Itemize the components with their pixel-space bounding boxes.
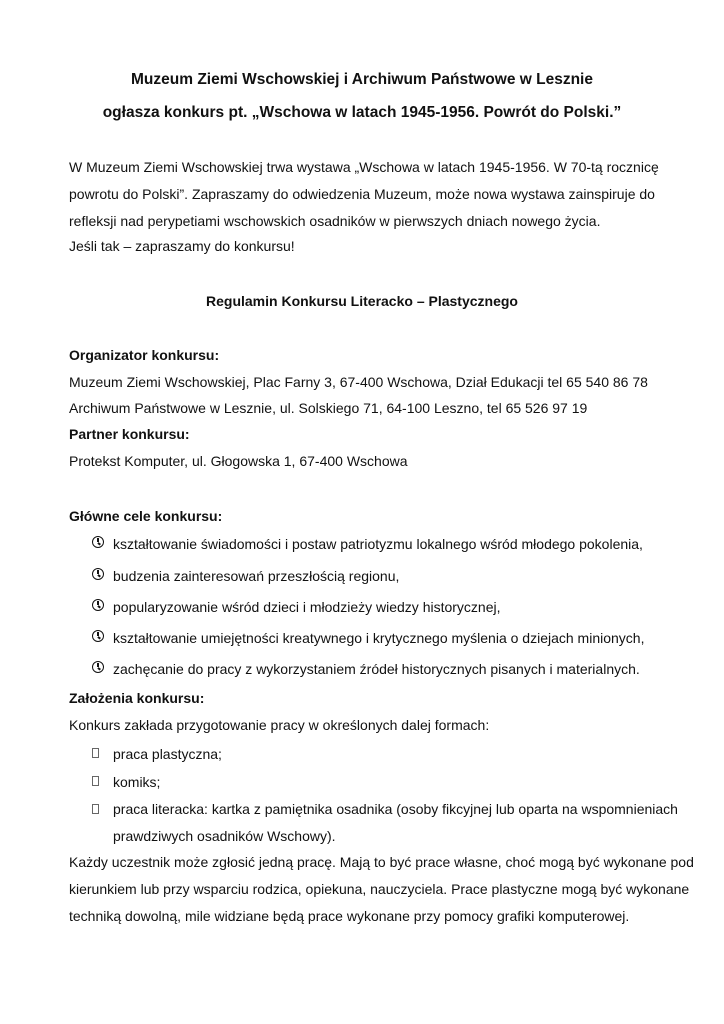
form-item: praca literacka: kartka z pamiętnika osadnika (osoby fikcyjnej lub oparta na wspomnieniach	[113, 801, 678, 817]
goal-item: zachęcanie do pracy z wykorzystaniem źródeł historycznych pisanych i materialnych.	[113, 661, 640, 677]
goal-item: kształtowanie świadomości i postaw patriotyzmu lokalnego wśród młodego pokolenia,	[113, 536, 643, 552]
form-item: praca plastyczna;	[113, 746, 222, 762]
intro-paragraph-line: powrotu do Polski”. Zapraszamy do odwiedzenia Muzeum, może nowa wystawa zainspiruje do	[69, 186, 655, 202]
organizer-line: Muzeum Ziemi Wschowskiej, Plac Farny 3, 67-400 Wschowa, Dział Edukacji tel 65 540 86 78	[69, 374, 648, 390]
form-item: komiks;	[113, 774, 161, 790]
document-title-line-2: ogłasza konkurs pt. „Wschowa w latach 1945-1956. Powrót do Polski.”	[102, 104, 622, 121]
organizer-heading: Organizator konkursu:	[69, 347, 220, 363]
document-title-line-1: Muzeum Ziemi Wschowskiej i Archiwum Państwowe w Lesznie	[131, 71, 593, 88]
intro-paragraph-line: W Muzeum Ziemi Wschowskiej trwa wystawa „Wschowa w latach 1945-1956. W 70-tą rocznicę	[69, 159, 659, 175]
assumptions-intro: Konkurs zakłada przygotowanie pracy w określonych dalej formach:	[69, 717, 490, 733]
closing-paragraph-line: Każdy uczestnik może zgłosić jedną pracę. Mają to być prace własne, choć mogą być wykonane pod	[69, 854, 694, 870]
goal-item: kształtowanie umiejętności kreatywnego i krytycznego myślenia o dziejach minionych,	[113, 630, 645, 646]
goals-heading: Główne cele konkursu:	[69, 508, 223, 524]
regulamin-heading: Regulamin Konkursu Literacko – Plastycznego	[206, 293, 518, 309]
clock-icon	[92, 661, 104, 673]
partner-heading: Partner konkursu:	[69, 426, 190, 442]
organizer-line: Archiwum Państwowe w Lesznie, ul. Solskiego 71, 64-100 Leszno, tel 65 526 97 19	[69, 400, 588, 416]
closing-paragraph-line: kierunkiem lub przy wsparciu rodzica, opiekuna, nauczyciela. Prace plastyczne mogą być wykonane	[69, 881, 690, 897]
closing-paragraph-line: techniką dowolną, mile widziane będą prace wykonane przy pomocy grafiki komputerowej.	[69, 908, 630, 924]
goal-item: budzenia zainteresowań przeszłością regionu,	[113, 568, 400, 584]
goal-item: popularyzowanie wśród dzieci i młodzieży wiedzy historycznej,	[113, 599, 501, 615]
assumptions-heading: Założenia konkursu:	[69, 690, 205, 706]
clock-icon	[92, 630, 104, 642]
clock-icon	[92, 536, 104, 548]
clock-icon	[92, 568, 104, 580]
box-bullet-icon	[92, 748, 99, 758]
box-bullet-icon	[92, 776, 99, 786]
form-item-continuation: prawdziwych osadników Wschowy).	[113, 828, 336, 844]
intro-paragraph-line: refleksji nad perypetiami wschowskich osadników w pierwszych dniach nowego życia.	[69, 213, 601, 229]
box-bullet-icon	[92, 804, 99, 814]
clock-icon	[92, 599, 104, 611]
partner-line: Protekst Komputer, ul. Głogowska 1, 67-400 Wschowa	[69, 453, 408, 469]
intro-paragraph-line: Jeśli tak – zapraszamy do konkursu!	[69, 238, 295, 254]
